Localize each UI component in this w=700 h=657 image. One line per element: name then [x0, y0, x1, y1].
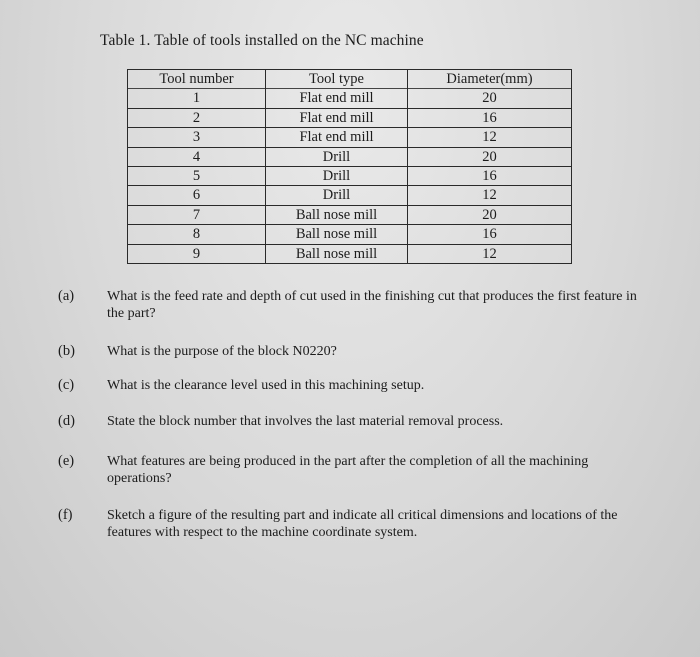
cell-diameter: 16	[408, 167, 572, 186]
question-label: (b)	[58, 343, 75, 359]
cell-diameter: 20	[408, 147, 572, 166]
question-label: (c)	[58, 377, 75, 393]
header-tool-type: Tool type	[266, 70, 408, 89]
cell-diameter: 16	[408, 225, 572, 244]
header-tool-number: Tool number	[128, 70, 266, 89]
question-label: (d)	[58, 413, 75, 429]
question-text: What is the purpose of the block N0220?	[107, 344, 337, 359]
cell-tool-type: Ball nose mill	[266, 205, 408, 224]
cell-tool-type: Ball nose mill	[266, 225, 408, 244]
cell-diameter: 20	[408, 89, 572, 108]
cell-tool-number: 2	[128, 108, 266, 127]
cell-tool-number: 5	[128, 167, 266, 186]
question-label: (a)	[58, 288, 75, 304]
cell-tool-number: 6	[128, 186, 266, 205]
table-row	[128, 205, 572, 224]
cell-diameter: 12	[408, 244, 572, 263]
table-row	[128, 147, 572, 166]
table-row	[128, 128, 572, 147]
table-row	[128, 225, 572, 244]
cell-diameter: 12	[408, 186, 572, 205]
table-row	[128, 167, 572, 186]
cell-tool-number: 8	[128, 225, 266, 244]
cell-tool-type: Flat end mill	[266, 128, 408, 147]
cell-tool-type: Flat end mill	[266, 89, 408, 108]
header-diameter: Diameter(mm)	[408, 70, 572, 89]
cell-tool-number: 4	[128, 147, 266, 166]
question-text: Sketch a figure of the resulting part and indicate all critical dimensions and locations of the features with respect to the machine coordinate system.	[107, 508, 618, 540]
cell-tool-type: Ball nose mill	[266, 244, 408, 263]
question-text: What is the clearance level used in this machining setup.	[107, 378, 425, 393]
table-row	[128, 244, 572, 263]
cell-tool-number: 9	[128, 244, 266, 263]
question-label: (e)	[58, 453, 75, 469]
cell-tool-number: 3	[128, 128, 266, 147]
cell-tool-number: 7	[128, 205, 266, 224]
cell-tool-type: Flat end mill	[266, 108, 408, 127]
question-text: State the block number that involves the last material removal process.	[107, 414, 504, 429]
question-label: (f)	[58, 507, 73, 523]
table-caption: Table 1. Table of tools installed on the NC machine	[100, 32, 424, 49]
tools-table	[127, 69, 572, 264]
table-row	[128, 89, 572, 108]
cell-diameter: 20	[408, 205, 572, 224]
table-row	[128, 108, 572, 127]
question-text: What features are being produced in the part after the completion of all the machining operations?	[107, 454, 589, 486]
cell-tool-type: Drill	[266, 167, 408, 186]
cell-diameter: 12	[408, 128, 572, 147]
cell-tool-number: 1	[128, 89, 266, 108]
cell-tool-type: Drill	[266, 147, 408, 166]
table-row	[128, 186, 572, 205]
cell-tool-type: Drill	[266, 186, 408, 205]
table-header-row	[128, 70, 572, 89]
question-text: What is the feed rate and depth of cut used in the finishing cut that produces the first feature in the part?	[107, 289, 637, 321]
cell-diameter: 16	[408, 108, 572, 127]
